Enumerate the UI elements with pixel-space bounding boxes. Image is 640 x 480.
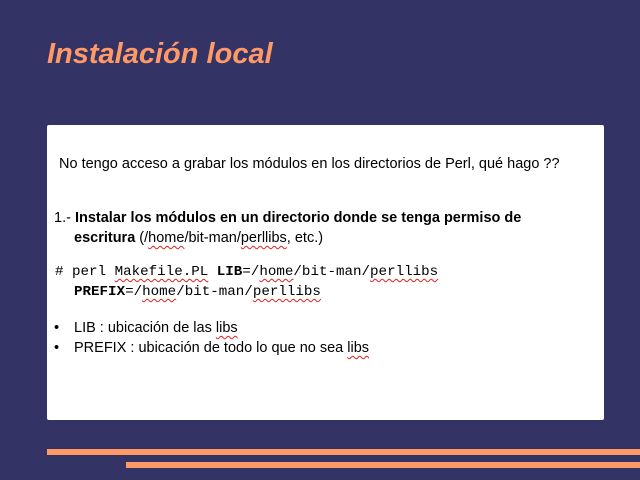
bullet-term: PREFIX — [74, 340, 127, 356]
command-block — [55, 262, 595, 302]
command-lib-key: LIB — [208, 264, 243, 280]
step-bold-line2: escritura — [74, 230, 136, 246]
decorative-bar-top — [47, 449, 640, 455]
step-example-mid: /bit-man/ — [184, 230, 241, 246]
question-text: No tengo acceso a grabar los módulos en los directorios de Perl, qué hago ?? — [59, 156, 560, 172]
step-example-prefix: (/ — [135, 230, 149, 246]
bullet-list — [54, 318, 594, 358]
command-lib-mid: /bit-man/ — [293, 264, 371, 280]
command-prefix-key: PREFIX — [74, 284, 126, 300]
slide-title: Instalación local — [47, 38, 273, 70]
step-example-suffix: , etc.) — [286, 230, 324, 246]
bullet-item-prefix — [54, 338, 594, 358]
command-prefix-home: home — [142, 284, 177, 300]
step-bold-line1: Instalar los módulos en un directorio donde se tenga permiso de — [74, 210, 522, 226]
command-lib-eq: =/ — [242, 264, 260, 280]
step-example-home: home — [148, 230, 185, 246]
command-makefile: Makefile.PL — [114, 264, 209, 280]
bullet-term: LIB — [74, 320, 96, 336]
step-continuation — [54, 228, 594, 248]
command-prompt: # perl — [55, 264, 115, 280]
bullet-squiggle-word: libs — [347, 340, 370, 356]
command-prefix-dir: perllibs — [252, 284, 321, 300]
bullet-icon: • — [54, 320, 60, 336]
bullet-squiggle-word: libs — [215, 320, 238, 336]
command-lib-dir: perllibs — [370, 264, 439, 280]
bullet-text: : ubicación de todo lo que no sea — [126, 340, 348, 356]
bullet-text: : ubicación de las — [95, 320, 216, 336]
content-panel — [47, 125, 604, 420]
step-example-perllibs: perllibs — [240, 230, 287, 246]
command-lib-home: home — [259, 264, 294, 280]
command-line-2 — [55, 282, 595, 302]
command-prefix-mid: /bit-man/ — [176, 284, 253, 300]
command-prefix-eq: =/ — [125, 284, 143, 300]
step-1 — [54, 208, 594, 248]
decorative-bar-bottom — [126, 462, 640, 468]
bullet-item-lib — [54, 318, 594, 338]
step-number: 1.- — [54, 210, 75, 226]
bullet-icon: • — [54, 340, 60, 356]
